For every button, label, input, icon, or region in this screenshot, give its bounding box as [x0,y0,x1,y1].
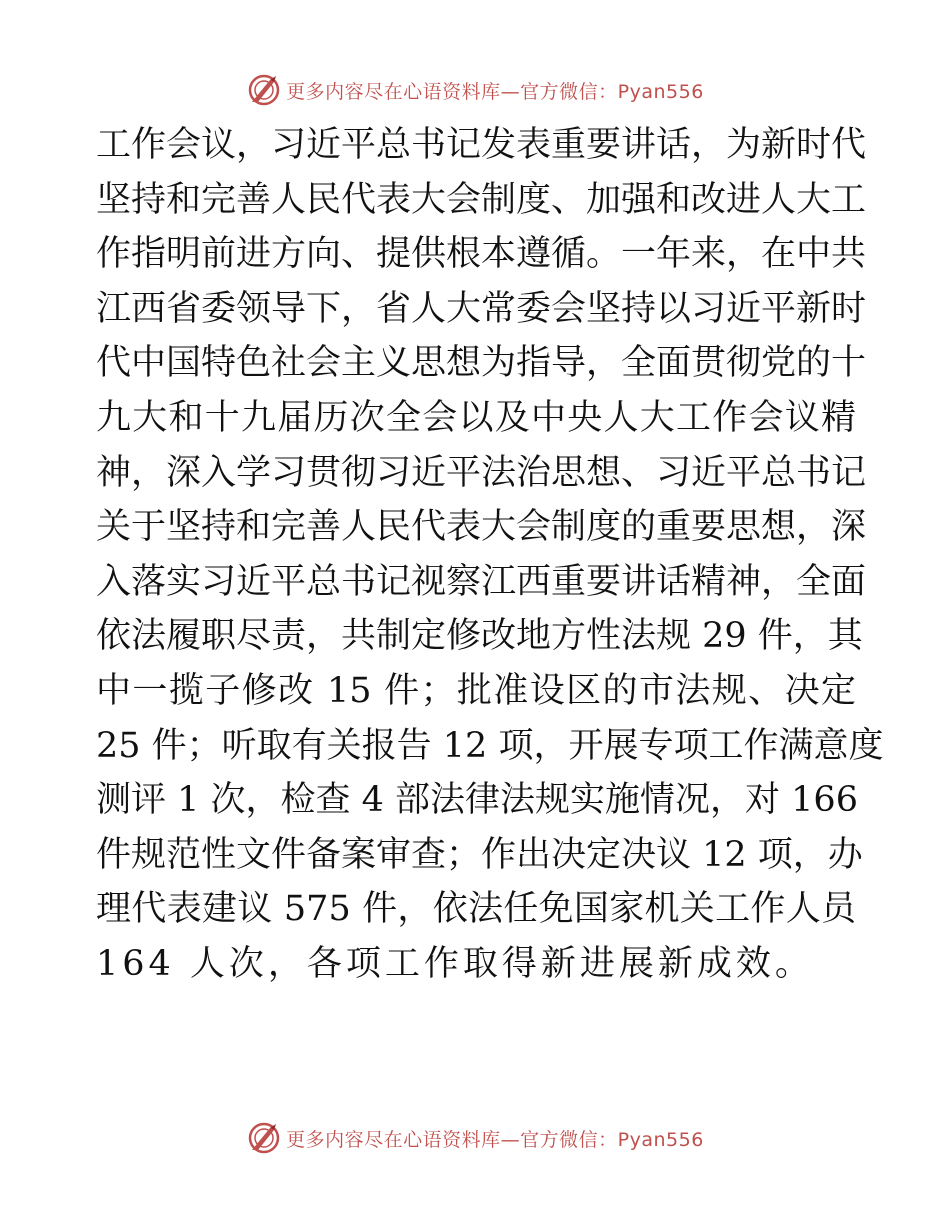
text-line: 关于坚持和完善人民代表大会制度的重要思想，深 [96,507,867,548]
watermark-text: 更多内容尽在心语资料库—官方微信：Pyan556 [286,1128,704,1151]
footer-watermark [0,1118,950,1158]
watermark-text: 更多内容尽在心语资料库—官方微信：Pyan556 [286,80,704,103]
text-line: 依法履职尽责，共制定修改地方性法规 29 件，其 [96,616,863,657]
document-body [96,118,884,992]
text-line: 测评 1 次，检查 4 部法律法规实施情况，对 166 [96,780,858,821]
header-watermark [0,70,950,110]
text-line: 理代表建议 575 件，依法任免国家机关工作人员 [96,889,856,930]
text-line: 神，深入学习贯彻习近平法治思想、习近平总书记 [96,452,867,493]
text-line: 坚持和完善人民代表大会制度、加强和改进人大工 [96,179,867,220]
text-line: 代中国特色社会主义思想为指导，全面贯彻党的十 [96,343,867,384]
text-line: 入落实习近平总书记视察江西重要讲话精神，全面 [96,561,867,602]
text-line: 江西省委领导下，省人大常委会坚持以习近平新时 [96,288,867,329]
quill-pen-seal-icon [246,72,282,108]
text-line: 件规范性文件备案审查；作出决定决议 12 项，办 [96,834,863,875]
quill-pen-seal-icon [246,1120,282,1156]
text-line: 工作会议，习近平总书记发表重要讲话，为新时代 [96,125,867,165]
text-line: 作指明前进方向、提供根本遵循。一年来，在中共 [96,234,867,275]
text-line: 25 件；听取有关报告 12 项，开展专项工作满意度 [96,725,884,766]
text-line: 164 人次，各项工作取得新进展新成效。 [96,943,814,984]
text-line: 九大和十九届历次全会以及中央人大工作会议精 [96,397,856,438]
text-line: 中一揽子修改 15 件；批准设区的市法规、决定 [96,670,856,711]
